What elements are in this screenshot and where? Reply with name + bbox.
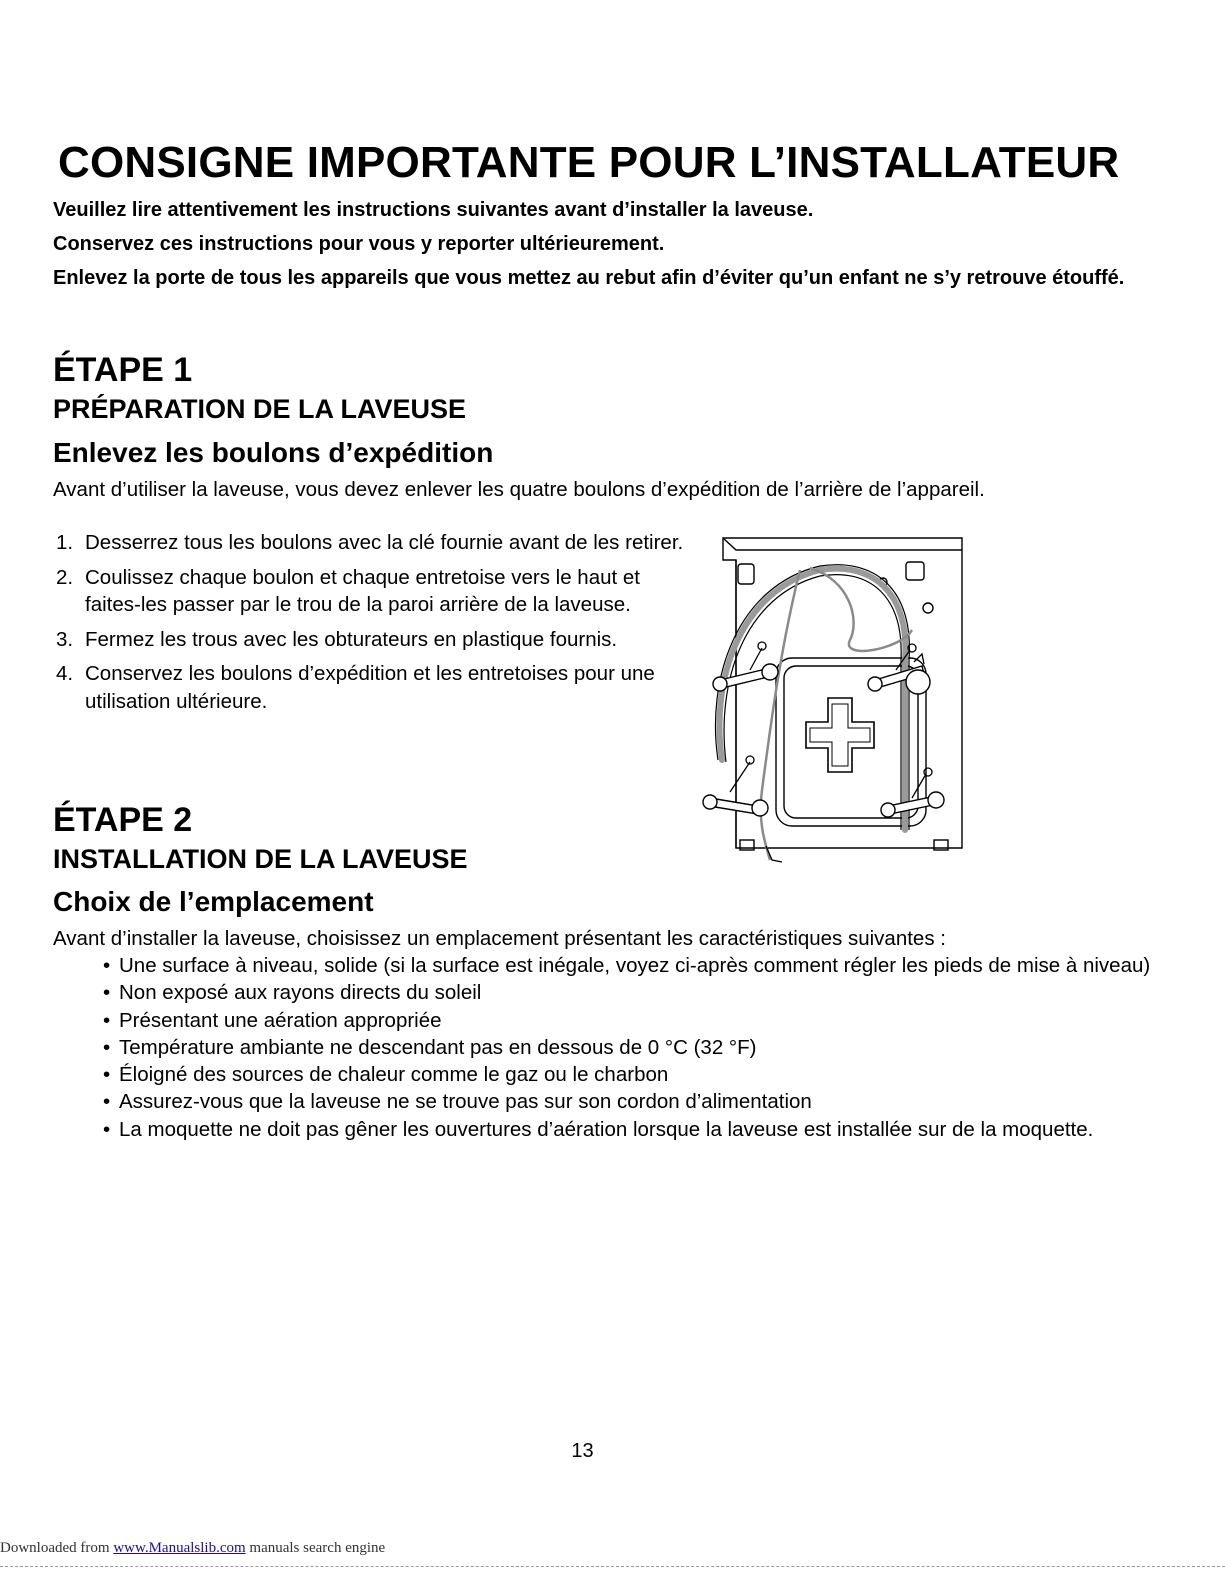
list-item: • La moquette ne doit pas gêner les ouvertures d’aération lorsque la laveuse est installée sur de la moquette. <box>103 1116 1163 1143</box>
page-number: 13 <box>571 1440 594 1462</box>
warning-read-instructions: Veuillez lire attentivement les instructions suivantes avant d’installer la laveuse. <box>53 199 814 221</box>
footer-divider <box>0 1566 1225 1567</box>
step1-intro: Avant d’utiliser la laveuse, vous devez enlever les quatre boulons d’expédition de l’arrière de l’appareil. <box>53 478 985 501</box>
list-item: • Assurez-vous que la laveuse ne se trouve pas sur son cordon d’alimentation <box>103 1088 1163 1115</box>
step1-section-title: PRÉPARATION DE LA LAVEUSE <box>53 394 467 424</box>
list-item <box>56 626 696 654</box>
footer-suffix: manuals search engine <box>245 1540 386 1556</box>
list-item-number: 3. <box>56 627 74 651</box>
step2-section-title: INSTALLATION DE LA LAVEUSE <box>53 844 468 874</box>
list-item <box>56 529 696 557</box>
list-item: • Température ambiante ne descendant pas en dessous de 0 °C (32 °F) <box>103 1034 1163 1061</box>
list-item <box>56 564 696 619</box>
footer-prefix: Downloaded from <box>0 1540 114 1556</box>
list-item-text: Desserrez tous les boulons avec la clé fournie avant de les retirer. <box>85 531 684 554</box>
location-requirements-list <box>103 952 1163 1143</box>
list-item: • Présentant une aération appropriée <box>103 1007 1163 1034</box>
step2-subsection-title: Choix de l’emplacement <box>53 886 374 917</box>
download-footer <box>0 1540 385 1557</box>
step2-intro: Avant d’installer la laveuse, choisissez un emplacement présentant les caractéristiques suivantes : <box>53 927 946 950</box>
page-title: CONSIGNE IMPORTANTE POUR L’INSTALLATEUR <box>58 138 1120 187</box>
washer-rear-view-illustration <box>700 530 968 875</box>
step1-heading: ÉTAPE 1 <box>53 351 193 389</box>
list-item: • Non exposé aux rayons directs du soleil <box>103 979 1163 1006</box>
warning-remove-door: Enlevez la porte de tous les appareils que vous mettez au rebut afin d’éviter qu’un enfant ne s’y retrouve étouffé. <box>53 267 1125 289</box>
list-item-text: Coulissez chaque boulon et chaque entretoise vers le haut et faites-les passer par le trou de la paroi arrière de la laveuse. <box>85 565 641 616</box>
list-item: • Éloigné des sources de chaleur comme le gaz ou le charbon <box>103 1061 1163 1088</box>
list-item <box>56 660 696 715</box>
list-item-number: 4. <box>56 662 74 685</box>
step2-heading: ÉTAPE 2 <box>53 801 193 839</box>
warning-keep-instructions: Conservez ces instructions pour vous y reporter ultérieurement. <box>53 233 665 255</box>
list-item: • Une surface à niveau, solide (si la surface est inégale, voyez ci-après comment régler les pieds de mise à niveau) <box>103 952 1163 979</box>
list-item-number: 2. <box>56 565 74 589</box>
list-item-text: Conservez les boulons d’expédition et les entretoises pour une utilisation ultérieure. <box>85 662 655 713</box>
list-item-text: Fermez les trous avec les obturateurs en plastique fournis. <box>85 627 618 651</box>
list-item-number: 1. <box>56 531 74 554</box>
step1-instructions-list <box>56 529 696 722</box>
step1-subsection-title: Enlevez les boulons d’expédition <box>53 437 494 468</box>
manualslib-link[interactable]: www.Manualslib.com <box>113 1540 246 1556</box>
